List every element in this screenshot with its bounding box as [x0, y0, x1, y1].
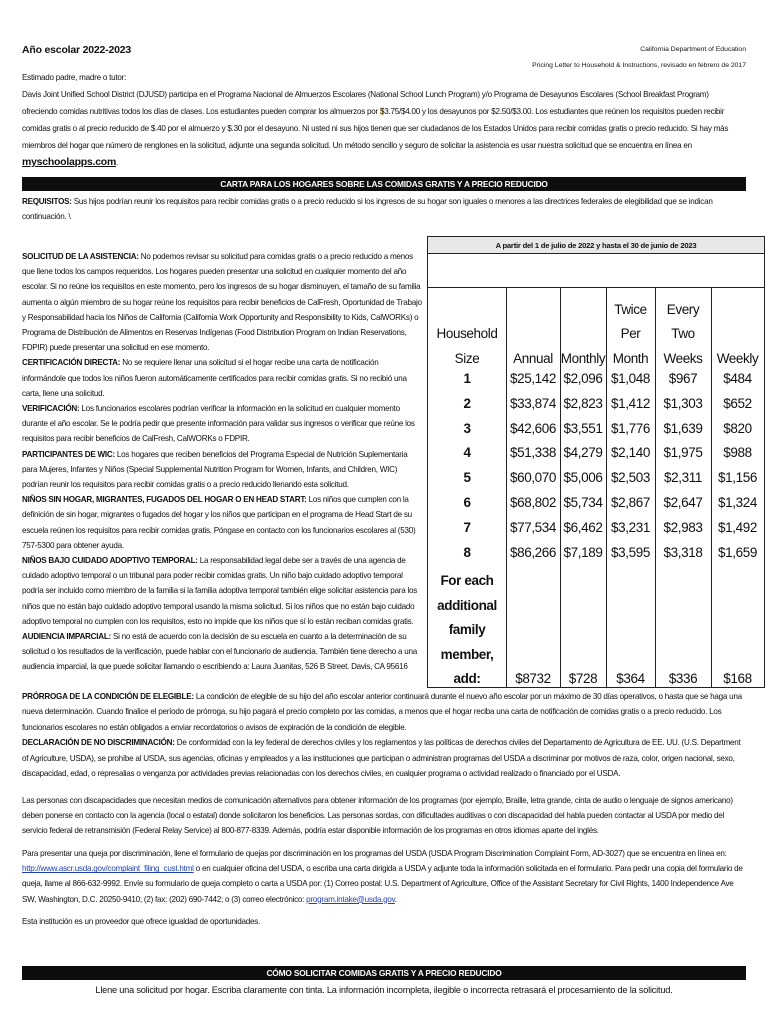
table-cell-weekly: $652 [723, 395, 752, 411]
table-cell-twice-per-month: $2,140 [611, 445, 650, 461]
section-nondiscrimination [22, 735, 746, 781]
table-cell-every-two-weeks: $967 [668, 371, 698, 386]
column-header-weekly [711, 347, 764, 372]
section-text: Los niños que cumplen con la definición de sin hogar, migrantes o fugados del hogar y los niños que participan en el programa de Head Start de su escuela reúnen los requisitos para recibir comidas gratis. Póngase en contacto con los funcionarios escolares al (530) 757-5300 para obtener ayuda. [22, 495, 416, 550]
section-extension [22, 689, 746, 735]
section-label: NIÑOS BAJO CUIDADO ADOPTIVO TEMPORAL: [22, 556, 198, 566]
section-text: La responsabilidad legal debe ser a través de una agencia de cuidado adoptivo temporal o un tribunal para poder recibir comidas gratis. Un niño bajo cuidado adoptivo temporal podría ser incluido como miembro de la familia si la familia adoptiva temporal también elige solicitar asistencia para los niños que no están bajo cuidado adoptivo temporal usando la misma solicitud. Si los niños que no están bajo cuidado adoptivo temporal no cumplen con los requisitos, esto no impide que los niños que sí lo están reciban comidas gratis. [22, 556, 418, 626]
additional-value-every-two-weeks: $336 [668, 671, 698, 687]
column-header-twice-per-month [606, 298, 655, 372]
section-label: CERTIFICACIÓN DIRECTA: [22, 358, 121, 368]
table-cell-weekly: $1,324 [718, 495, 757, 510]
header-line: Household [436, 326, 498, 341]
table-cell-every-two-weeks: $1,303 [663, 395, 703, 411]
table-cell-weekly: $988 [723, 445, 752, 461]
complaint-paragraph [22, 846, 746, 907]
additional-value-twice-per-month: $364 [616, 671, 645, 687]
section-text: De conformidad con la ley federal de derechos civiles y los reglamentos y las políticas de derechos civiles del Departamento de Agricultura de EE. UU. (U.S. Department of Agriculture, USDA), se prohíbe al USDA, sus agencias, oficinas y empleados y a las instituciones que participan o administran programas del USDA a discriminar por motivos de raza, color, origen nacional, sexo, discapacidad, edad, o represalias o venganza por actividades previas relacionadas con los derechos civiles, en cualquier programa o actividad realizado o financiado por el USDA. [22, 738, 741, 779]
column-header-every-two-weeks [655, 298, 711, 372]
equal-opportunity-statement: Esta institución es un proveedor que ofrece igualdad de oportunidades. [22, 917, 261, 926]
table-cell-every-two-weeks: $2,311 [664, 470, 702, 486]
section-text: No podemos revisar su solicitud para comidas gratis o a precio reducido a menos que llene todos los campos requeridos. Los hogares pueden presentar una solicitud en cualquier momento del año escolar. Si no reúne los requisitos en este momento, pero los ingresos de su hogar disminuyen, el tamaño de su familia aumenta o algún miembro de su hogar reúne los requisitos para recibir beneficios de CalFresh, Oportunidad de Trabajo y Responsabilidad hacia los Niños de California (California Work Opportunity and Responsibility to Kids, CalWORKs) o Programa de Distribución de Alimentos en Reservas Indígenas (Food Distribution Program on Indian Reservations, FDPIR) puede presentar una solicitud en ese momento. [22, 252, 422, 353]
table-cell-monthly: $5,006 [563, 470, 603, 486]
complaint-text-1: Para presentar una queja por discriminación, llene el formulario de quejas por discriminación en los programas del USDA (USDA Program Discrimination Complaint Form, AD-3027) que se encuentra en línea en: [22, 849, 727, 858]
price-highlight: $ [379, 107, 385, 116]
table-cell-monthly: $2,096 [563, 371, 603, 386]
additional-value-weekly: $168 [723, 671, 752, 687]
table-cell-annual: $51,338 [510, 445, 556, 461]
table-cell-annual: $86,266 [510, 544, 556, 560]
section-application [22, 249, 422, 355]
section-label: NIÑOS SIN HOGAR, MIGRANTES, FUGADOS DEL HOGAR O EN HEAD START: [22, 495, 307, 505]
label-line: add: [453, 671, 481, 687]
column-header-household-size [428, 322, 506, 371]
left-column [22, 249, 422, 675]
header-line: Per [620, 326, 641, 341]
table-cell-twice-per-month: $2,503 [611, 470, 650, 486]
table-cell-annual: $60,070 [510, 470, 556, 486]
extension-and-nondiscrimination [22, 689, 746, 781]
section-label: PARTICIPANTES DE WIC: [22, 449, 115, 459]
table-cell-twice-per-month: $2,867 [611, 495, 650, 510]
section-text: Si no está de acuerdo con la decisión de su escuela en cuanto a la determinación de su solicitud o los resultados de la verificación, puede hablar con el funcionario de audiencia. También tiene derecho a una audiencia imparcial, la que puede solicitar llamando o escribiendo a: Laura Juanitas, 526 B Street. Davis, CA 95616 [22, 632, 418, 672]
complaint-end: . [394, 894, 397, 904]
department-name: California Department of Education [640, 46, 746, 53]
section-label: PRÓRROGA DE LA CONDICIÓN DE ELEGIBLE: [22, 692, 194, 701]
disabilities-paragraph: Las personas con discapacidades que necesitan medios de comunicación alternativos para obtener información de los programas (por ejemplo, Braille, letra grande, cinta de audio o lenguaje de signos americano) deben ponerse en contacto con la agencia (local o estatal) donde solicitaron los beneficios. Las personas sordas, con dificultades auditivas o con discapacidad del habla pueden contactar al USDA por medio del servicio federal de retransmisión (Federal Relay Service) al 800-877-8339. Además, podría estar disponible información de los programas en otros idiomas aparte del inglés. [22, 796, 733, 836]
salutation: Estimado padre, madre o tutor: [22, 73, 127, 82]
table-title: A partir del 1 de julio de 2022 y hasta el 30 de junio de 2023 [428, 237, 764, 254]
table-cell-household-size: 6 [463, 495, 471, 510]
table-cell-weekly: $1,156 [718, 470, 757, 486]
table-cell-annual: $42,606 [510, 420, 556, 436]
section-homeless [22, 492, 422, 553]
school-year: Año escolar 2022-2023 [22, 44, 132, 56]
income-eligibility-table [427, 236, 765, 688]
section-text: Los hogares que reciben beneficios del Programa Especial de Nutrición Suplementaria para Mujeres, Infantes y Niños (Special Supplemental Nutrition Program for Women, Infants, and Children, WIC) podrían reunir los requisitos para recibir comidas gratis o a precio reducido llenando esta solicitud. [22, 449, 408, 490]
header-line: Every [666, 301, 700, 317]
requirements-label: REQUISITOS: [22, 197, 72, 206]
table-cell-annual: $25,142 [510, 371, 556, 386]
table-cell-every-two-weeks: $2,647 [663, 495, 703, 510]
header-line: Two [671, 326, 695, 341]
table-cell-household-size: 3 [463, 420, 471, 436]
column-header-monthly [560, 347, 606, 372]
table-cell-monthly: $3,551 [563, 420, 603, 436]
requirements-paragraph [22, 194, 746, 224]
intro-paragraph [22, 86, 746, 171]
table-cell-weekly: $1,659 [718, 544, 757, 560]
section-direct-certification [22, 355, 422, 401]
table-cell-twice-per-month: $1,412 [611, 395, 650, 411]
header-line: Twice [614, 301, 647, 317]
column-header-annual [506, 347, 560, 372]
table-cell-every-two-weeks: $2,983 [663, 519, 703, 535]
section-label: VERIFICACIÓN: [22, 404, 80, 414]
table-cell-annual: $33,874 [510, 395, 556, 411]
table-cell-twice-per-month: $1,048 [611, 371, 650, 386]
table-cell-weekly: $484 [723, 371, 752, 386]
table-cell-household-size: 1 [463, 371, 471, 386]
label-line: For each [440, 573, 494, 589]
table-cell-monthly: $5,734 [563, 495, 603, 510]
label-line: member, [440, 646, 494, 662]
header-line: Size [454, 350, 480, 366]
requirements-text: Sus hijos podrían reunir los requisitos para recibir comidas gratis o a precio reducido si los ingresos de su hogar son iguales o menores a las directrices federales de elegibilidad que se indican continuación. \ [22, 197, 713, 221]
intro-text-1: Davis Joint Unified School District (DJUSD) participa en el Programa Nacional de Almuerzos Escolares (National School Lunch Program) y/o Programa de Desayunos Escolares (School Breakfast Program) ofreciendo comidas nutritivas todos los días de clases. Los estudiantes pueden comprar los almuerzos por [22, 90, 709, 116]
table-cell-twice-per-month: $3,595 [611, 544, 650, 560]
section-title-letter: CARTA PARA LOS HOGARES SOBRE LAS COMIDAS GRATIS Y A PRECIO REDUCIDO [22, 177, 746, 191]
header-line: Monthly [560, 350, 606, 366]
table-cell-monthly: $6,462 [563, 519, 603, 535]
section-text: Los funcionarios escolares podrían verificar la información en la solicitud en cualquier momento durante el año escolar. Se le podría pedir que presente información para validar sus ingresos o verificar que reúne los requisitos para recibir beneficios de CalFresh, CalWORKs o FDPIR. [22, 404, 415, 444]
label-line: family [448, 622, 486, 638]
intro-end: . [116, 158, 119, 167]
table-cell-every-two-weeks: $3,318 [663, 544, 703, 560]
section-label: DECLARACIÓN DE NO DISCRIMINACIÓN: [22, 738, 175, 748]
table-cell-household-size: 7 [463, 519, 471, 535]
section-hearing [22, 629, 422, 675]
complaint-form-link[interactable]: http://www.ascr.usda.gov/complaint_filing_cust.html [22, 864, 194, 874]
header-line: Month [612, 350, 649, 366]
additional-value-monthly: $728 [568, 671, 598, 687]
table-cell-annual: $68,802 [510, 495, 556, 510]
revision-note: Pricing Letter to Household & Instructions, revisado en febrero de 2017 [532, 62, 746, 69]
additional-value-annual: $8732 [515, 671, 551, 687]
table-cell-twice-per-month: $1,776 [611, 420, 650, 436]
email-link[interactable]: program.intake@usda.gov [306, 894, 395, 904]
table-cell-household-size: 5 [463, 470, 471, 486]
table-cell-household-size: 8 [463, 544, 471, 560]
footer-note: Llene una solicitud por hogar. Escriba claramente con tinta. La información incompleta, ilegible o incorrecta retrasará el procesamiento de la solicitud. [95, 985, 673, 995]
header-divider [428, 287, 764, 288]
table-cell-household-size: 4 [463, 445, 471, 461]
table-cell-twice-per-month: $3,231 [611, 519, 650, 535]
intro-text-2: 3.75/$4.00 y los desayunos por $2.50/$3.00. Los estudiantes que reúnen los requisitos pueden recibir comidas gratis o al precio reducido de $.40 por el almuerzo y $.30 por el desayuno. Ni usted ni sus hijos tienen que ser ciudadanos de los Estados Unidos para recibir comidas gratis o precio reducido. Si hay más miembros del hogar que número de renglones en la solicitud, adjunte una segunda solicitud. Un método sencillo y seguro de solicitar la asistencia es usar nuestra solicitud que se encuentra en línea en [22, 107, 729, 150]
table-cell-weekly: $1,492 [718, 519, 757, 535]
table-cell-weekly: $820 [723, 420, 752, 436]
section-label: AUDIENCIA IMPARCIAL: [22, 632, 111, 642]
label-line: additional [437, 597, 497, 613]
header-line: Annual [513, 350, 553, 366]
table-cell-monthly: $7,189 [563, 544, 603, 560]
myschoolapps-link[interactable]: myschoolapps.com [22, 156, 117, 168]
additional-member-label [428, 569, 506, 692]
section-wic [22, 447, 422, 493]
section-text: La condición de elegible de su hijo del año escolar anterior continuará durante el nuevo año escolar por un máximo de 30 días operativos, o hasta que se haga una nueva determinación. Cuando finalice el período de prórroga, su hijo pagará el precio completo por las comidas, a menos que el hogar reciba una carta de notificación de comidas gratis o a precio reducido. Los funcionarios escolares no están obligados a enviar recordatorios o avisos de expiración de la condición de elegible. [22, 692, 742, 732]
header-line: Weekly [716, 350, 759, 366]
section-label: SOLICITUD DE LA ASISTENCIA: [22, 252, 139, 261]
table-cell-every-two-weeks: $1,975 [663, 445, 703, 461]
table-cell-monthly: $2,823 [563, 395, 603, 411]
table-cell-household-size: 2 [463, 395, 471, 411]
section-text: No se requiere llenar una solicitud si el hogar recibe una carta de notificación informándole que todos los niños fueron automáticamente certificados para recibir comidas gratis. Si no recibió una carta, llene una solicitud. [22, 358, 407, 398]
table-cell-every-two-weeks: $1,639 [663, 420, 703, 436]
section-verification [22, 401, 422, 447]
section-foster [22, 553, 422, 629]
section-title-how-to-apply: CÓMO SOLICITAR COMIDAS GRATIS Y A PRECIO REDUCIDO [22, 966, 746, 980]
table-cell-annual: $77,534 [510, 519, 556, 535]
complaint-text-2: o en cualquier oficina del USDA, o escriba una carta dirigida a USDA y adjunte toda la información solicitada en el formulario. Para pedir una copia del formulario de queja, llame al 866-632-9992. Envíe su formulario de queja completo o carta a USDA por: (1) Correo postal: U.S. Department of Agriculture, Office of the Assistant Secretary for Civil Rights, 1400 Independence Ave SW, Washington, D.C. 20250-9410; (2) fax: (202) 690-7442; o (3) correo electrónico: [22, 864, 743, 904]
header-line: Weeks [663, 350, 703, 366]
table-cell-monthly: $4,279 [563, 445, 603, 461]
